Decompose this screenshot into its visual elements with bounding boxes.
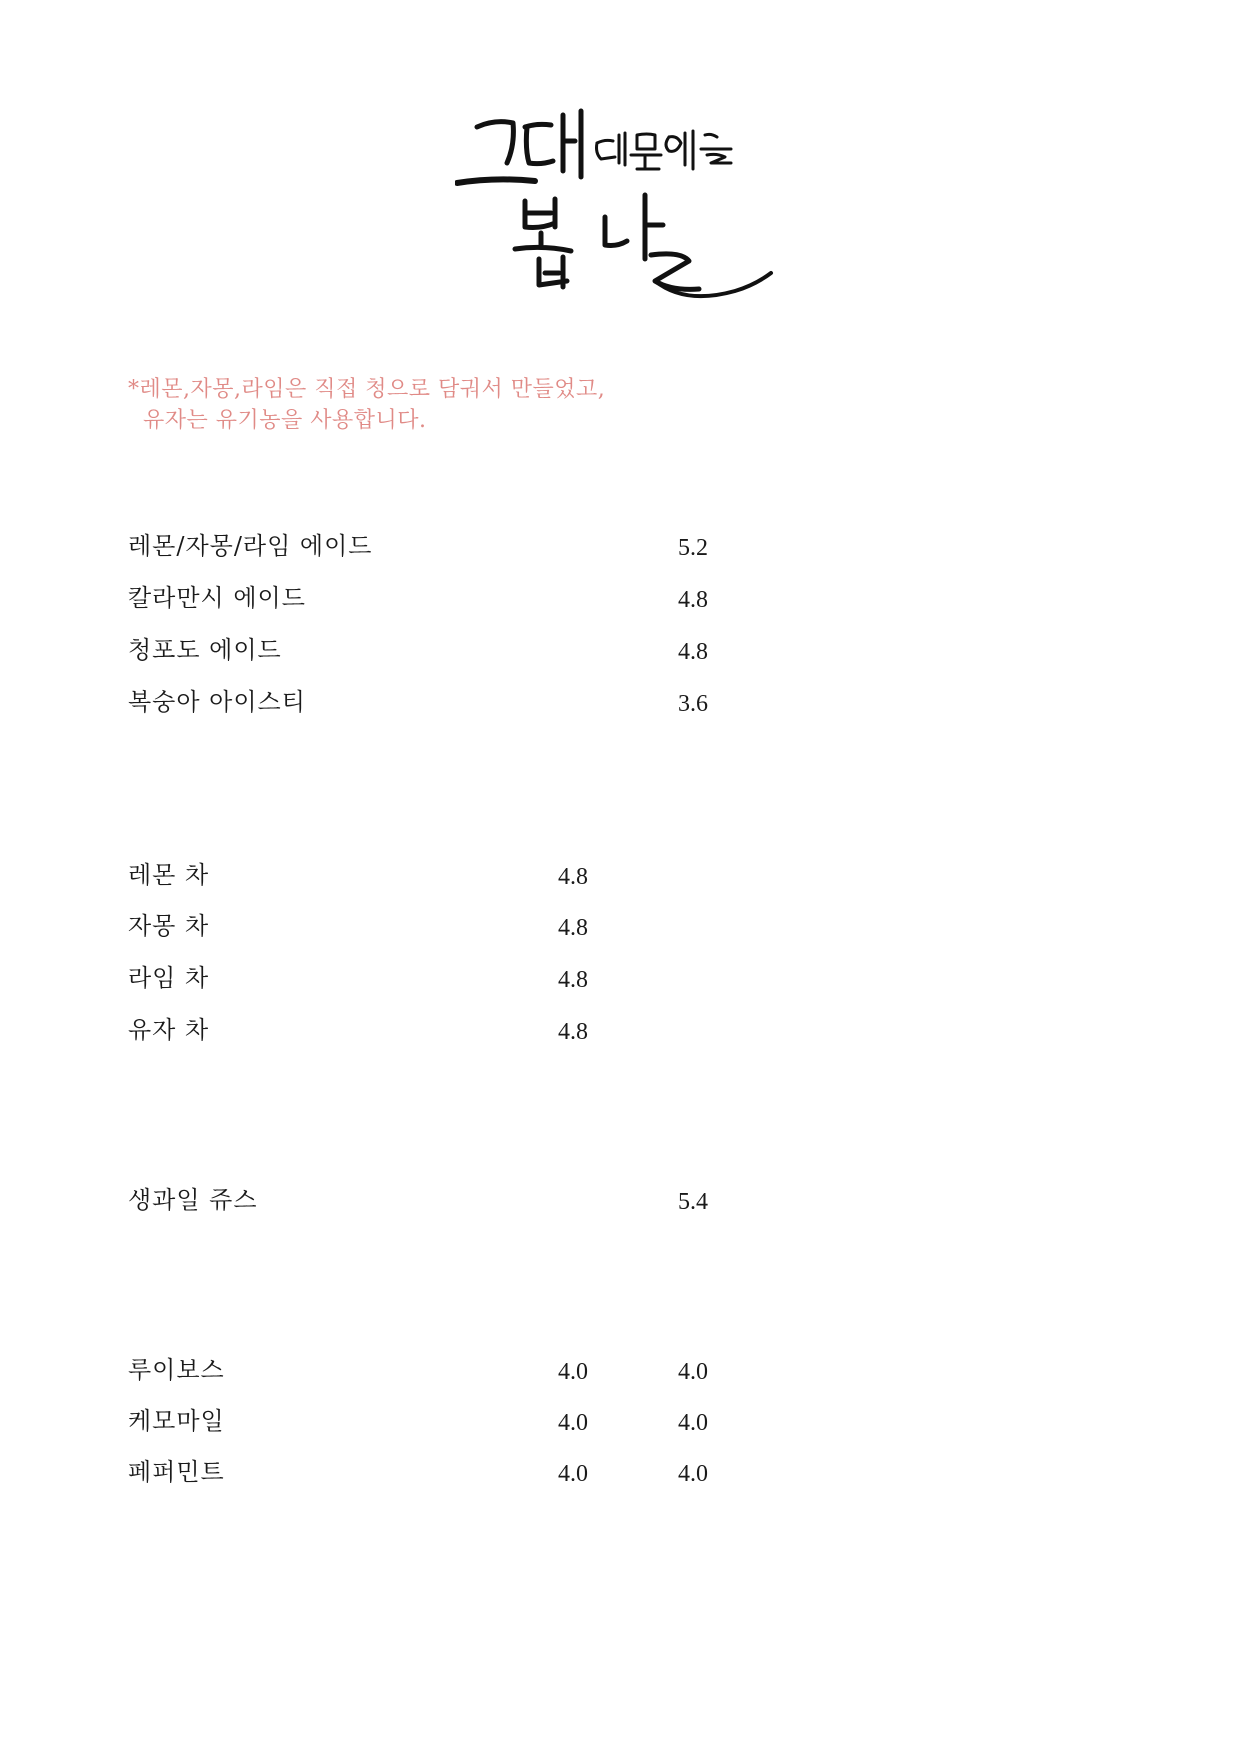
- menu-item-name: 복숭아 아이스티: [128, 688, 306, 716]
- menu-item-name: 레몬/자몽/라임 에이드: [128, 532, 373, 560]
- menu-item-name: 페퍼민트: [128, 1458, 225, 1486]
- menu-item-name: 라임 차: [128, 964, 210, 992]
- menu-item-name: 청포도 에이드: [128, 636, 282, 664]
- note-line-2: 유자는 유기농을 사용합니다.: [128, 408, 427, 433]
- menu-item-name: 칼라만시 에이드: [128, 584, 306, 612]
- menu-item: [128, 528, 828, 564]
- menu-item-price-a: 4.0: [558, 1461, 588, 1487]
- menu-item: [128, 1403, 828, 1439]
- menu-item-price: 5.4: [678, 1189, 708, 1215]
- menu-item-name: 루이보스: [128, 1356, 225, 1384]
- menu-item: [128, 1182, 828, 1218]
- menu-item: [128, 908, 828, 944]
- menu-item-price: 4.8: [558, 967, 588, 993]
- menu-item-name: 생과일 쥬스: [128, 1186, 258, 1214]
- menu-item-price: 4.8: [558, 1019, 588, 1045]
- menu-item: [128, 960, 828, 996]
- menu-item-price-b: 4.0: [678, 1410, 708, 1436]
- menu-item-price: 4.8: [678, 639, 708, 665]
- menu-item-name: 유자 차: [128, 1016, 210, 1044]
- menu-item: [128, 580, 828, 616]
- menu-item: [128, 632, 828, 668]
- brand-logo: [455, 105, 795, 315]
- ingredient-note: [128, 374, 605, 436]
- menu-item: [128, 1012, 828, 1048]
- note-line-1: *레몬,자몽,라임은 직접 청으로 담궈서 만들었고,: [128, 377, 606, 402]
- menu-item: [128, 857, 828, 893]
- menu-item-price-a: 4.0: [558, 1410, 588, 1436]
- menu-item-price-a: 4.0: [558, 1359, 588, 1385]
- menu-item-price: 4.8: [558, 864, 588, 890]
- menu-item-price: 3.6: [678, 691, 708, 717]
- menu-item: [128, 1352, 828, 1388]
- menu-item-name: 자몽 차: [128, 912, 210, 940]
- menu-item-price-b: 4.0: [678, 1359, 708, 1385]
- menu-item-price: 4.8: [558, 915, 588, 941]
- menu-item-name: 케모마일: [128, 1407, 225, 1435]
- menu-item: [128, 684, 828, 720]
- menu-item-price: 4.8: [678, 587, 708, 613]
- menu-item-price-b: 4.0: [678, 1461, 708, 1487]
- menu-item: [128, 1454, 828, 1490]
- menu-item-price: 5.2: [678, 535, 708, 561]
- brand-logo-calligraphy: [455, 105, 795, 315]
- menu-item-name: 레몬 차: [128, 861, 210, 889]
